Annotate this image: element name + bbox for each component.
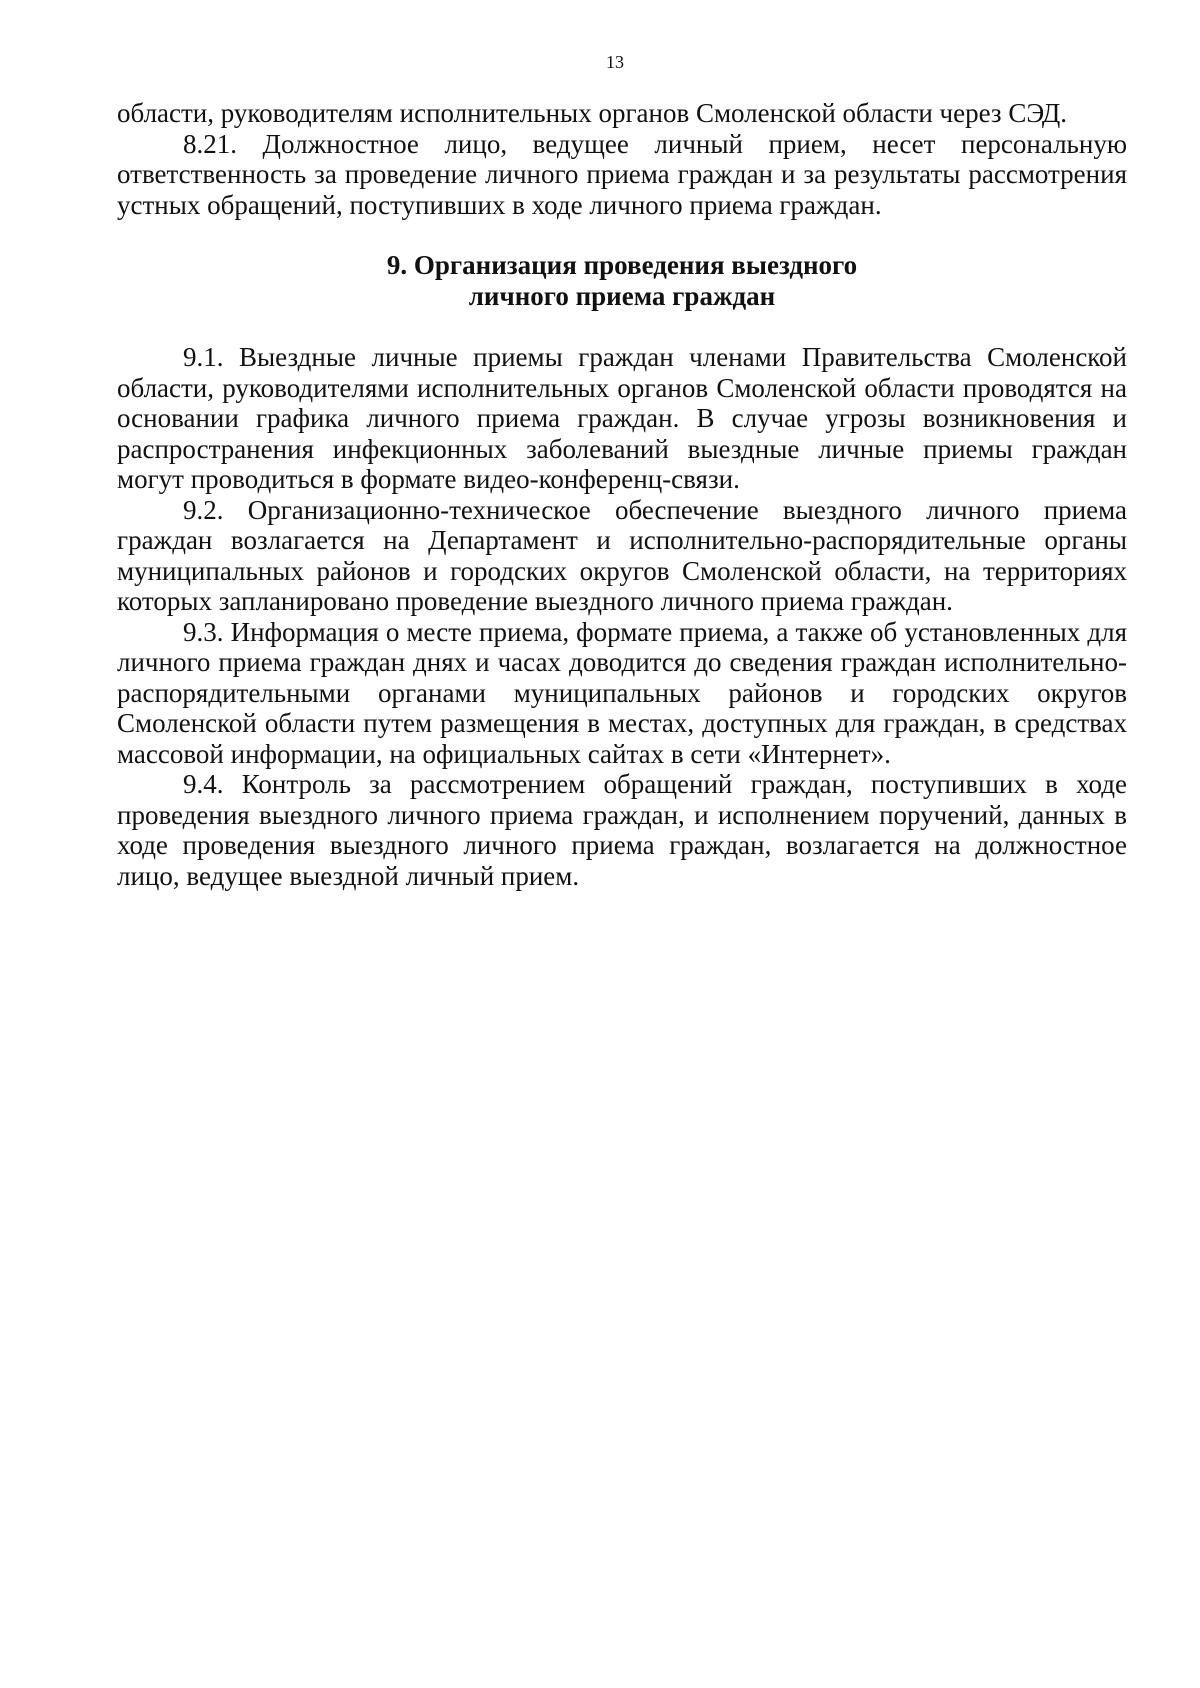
paragraph-9-3: 9.3. Информация о месте приема, формате приема, а также об установленных для личного приема граждан днях и часах доводится до сведения граждан исполнительно-распорядительными органами муниципальных районов и городских округов Смоленской области путем размещения в местах, доступных для граждан, в средствах массовой информации, на официальных сайтах в сети «Интернет».: [117, 616, 1127, 769]
paragraph-9-1: 9.1. Выездные личные приемы граждан членами Правительства Смоленской области, руководителями исполнительных органов Смоленской области проводятся на основании графика личного приема граждан. В случае угрозы возникновения и распространения инфекционных заболеваний выездные личные приемы граждан могут проводиться в формате видео-конференц-связи.: [117, 342, 1127, 494]
paragraph-8-21: 8.21. Должностное лицо, ведущее личный прием, несет персональную ответственность за проведение личного приема граждан и за результаты рассмотрения устных обращений, поступивших в ходе личного приема граждан.: [117, 128, 1127, 220]
paragraph-9-2: 9.2. Организационно-техническое обеспечение выездного личного приема граждан возлагается на Департамент и исполнительно-распорядительные органы муниципальных районов и городских округов Смоленской области, на территориях которых запланировано проведение выездного личного приема граждан.: [117, 494, 1127, 616]
document-body: [117, 98, 1127, 891]
paragraph-continuation: области, руководителям исполнительных органов Смоленской области через СЭД.: [117, 98, 1068, 128]
paragraph-9-4: 9.4. Контроль за рассмотрением обращений граждан, поступивших в ходе проведения выездного личного приема граждан, и исполнением поручений, данных в ходе проведения выездного личного приема граждан, возлагается на должностное лицо, ведущее выездной личный прием.: [117, 769, 1127, 891]
page-number: 13: [606, 52, 624, 72]
section-heading-line-1: 9. Организация проведения выездного: [386, 250, 858, 280]
section-heading-line-2: личного приема граждан: [468, 281, 776, 311]
section-heading-9: [117, 250, 1127, 312]
